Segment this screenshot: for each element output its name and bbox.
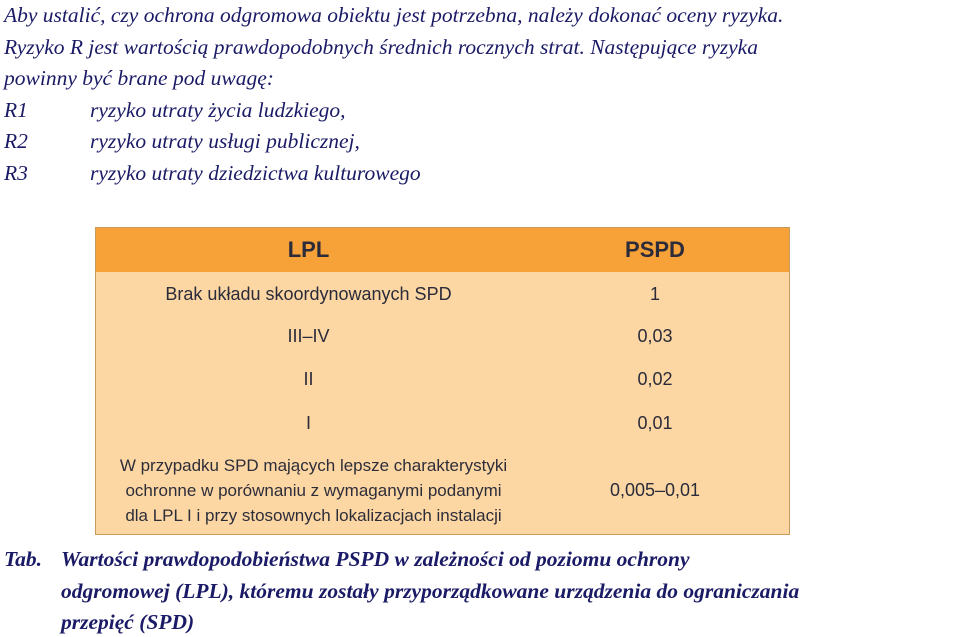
cell-lpl-note (96, 453, 521, 528)
cell-lpl: Brak układu skoordynowanych SPD (165, 283, 452, 304)
cell-lpl: I (305, 412, 311, 433)
risk-code: R2 (4, 129, 28, 154)
caption-line: odgromowej (LPL), któremu zostały przyporządkowane urządzenia do ograniczania (61, 578, 800, 603)
table-caption (4, 544, 954, 637)
cell-pspd: 1 (649, 283, 660, 304)
cell-lpl: II (303, 368, 314, 389)
risk-description: ryzyko utraty życia ludzkiego, (90, 97, 346, 122)
table-row-note (96, 450, 789, 530)
table-row (96, 274, 789, 314)
column-header-lpl: LPL (287, 237, 330, 262)
note-line: ochronne w porównaniu z wymaganymi podanymi (125, 480, 502, 500)
table-row (96, 359, 789, 399)
cell-pspd: 0,03 (637, 325, 673, 346)
note-line: dla LPL I i przy stosownych lokalizacjach instalacji (125, 505, 502, 525)
intro-line-3: powinny być brane pod uwagę: (4, 66, 274, 91)
risk-item-r3 (4, 158, 954, 190)
risk-item-r2 (4, 126, 954, 158)
cell-pspd: 0,01 (637, 412, 673, 433)
risk-code: R3 (4, 160, 28, 185)
intro-line-2: Ryzyko R jest wartością prawdopodobnych średnich rocznych strat. Następujące ryzyka (4, 34, 758, 59)
table-row (96, 403, 789, 443)
caption-text (61, 544, 954, 637)
intro-line-1: Aby ustalić, czy ochrona odgromowa obiektu jest potrzebna, należy dokonać oceny ryzyka. (4, 3, 784, 27)
cell-pspd: 0,005–0,01 (609, 479, 701, 500)
risk-description: ryzyko utraty usługi publicznej, (90, 129, 360, 154)
risk-code: R1 (4, 97, 28, 122)
risk-description: ryzyko utraty dziedzictwa kulturowego (90, 160, 421, 185)
table-header-row (96, 228, 789, 272)
caption-label: Tab. (4, 547, 43, 571)
cell-lpl: III–IV (287, 325, 330, 346)
intro-text (4, 0, 954, 190)
caption-line: Wartości prawdopodobieństwa PSPD w zależności od poziomu ochrony (61, 547, 690, 571)
note-line: W przypadku SPD mających lepsze charakterystyki (119, 455, 508, 475)
pspd-table (95, 227, 790, 535)
table-row (96, 316, 789, 356)
cell-pspd: 0,02 (637, 368, 673, 389)
caption-line: przepięć (SPD) (61, 610, 195, 634)
risk-item-r1 (4, 95, 954, 127)
column-header-pspd: PSPD (625, 237, 685, 262)
